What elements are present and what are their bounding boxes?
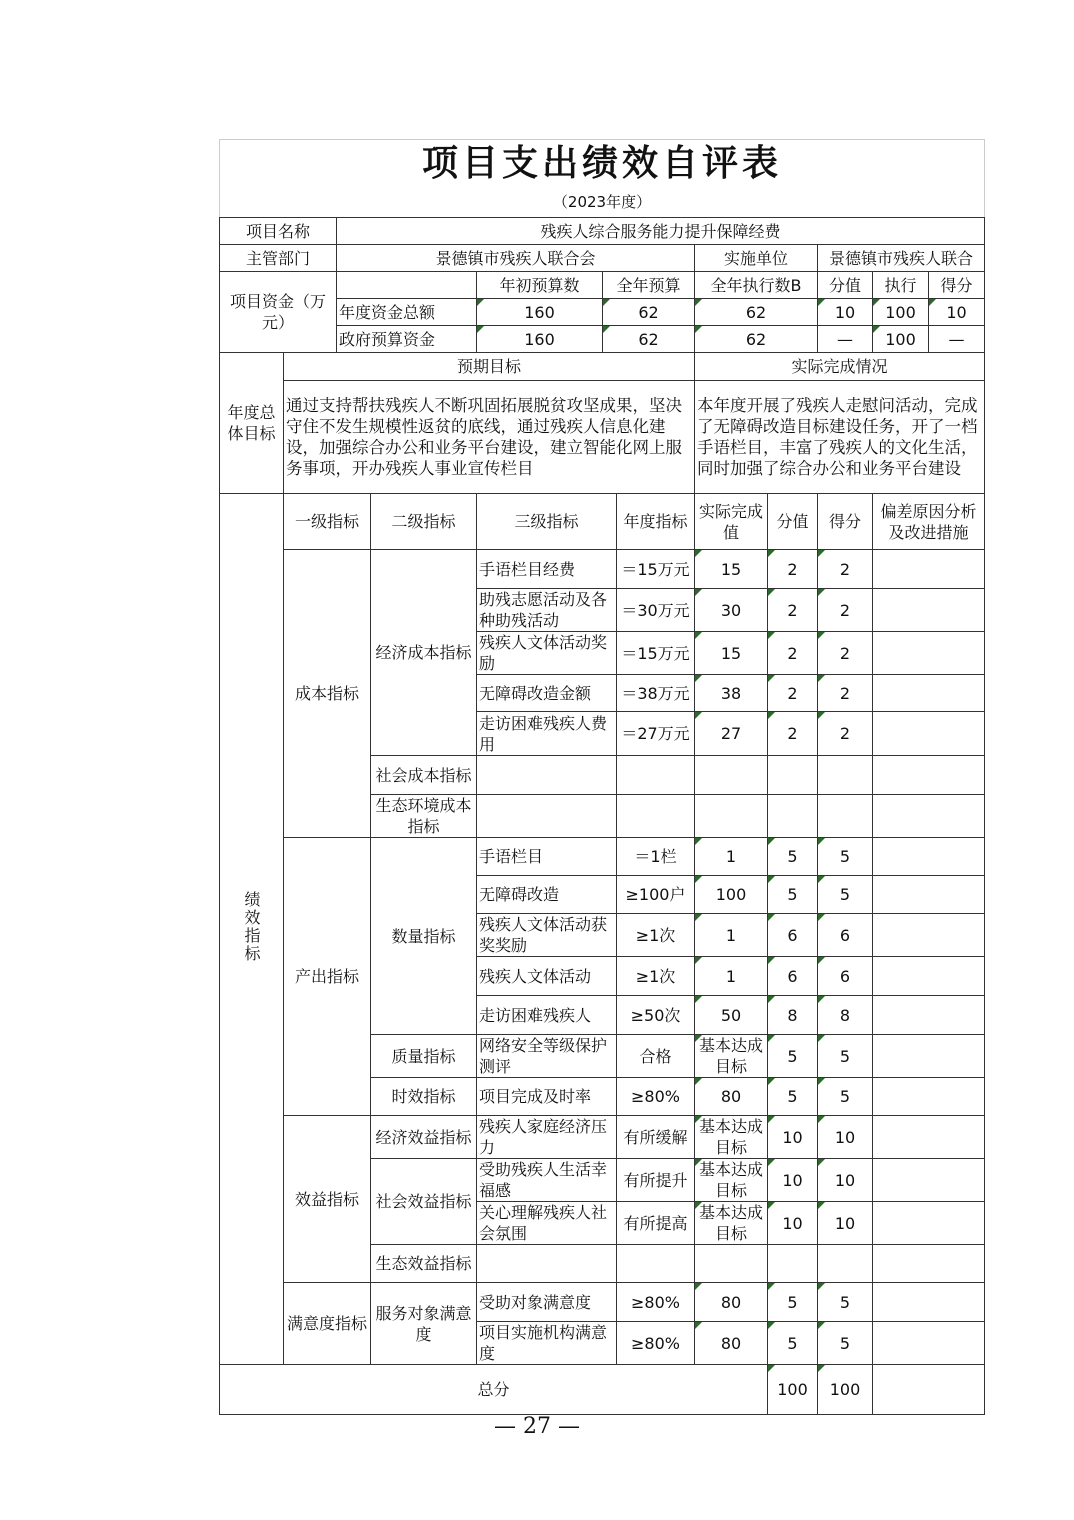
- actual-value: 30: [695, 589, 768, 632]
- impl-value: 景德镇市残疾人联合: [818, 245, 985, 272]
- funds-cell: 10: [929, 299, 985, 326]
- score: 5: [818, 1035, 873, 1078]
- score: 2: [818, 589, 873, 632]
- annual-target: ≥50次: [617, 996, 695, 1035]
- level3-indicator: [477, 795, 617, 838]
- annual-target: ≥1次: [617, 957, 695, 996]
- score: 6: [818, 914, 873, 957]
- score-value: [768, 795, 818, 838]
- expected-goal: 通过支持帮扶残疾人不断巩固拓展脱贫攻坚成果，坚决守住不发生规模性返贫的底线，通过残疾人信息化建设，加强综合办公和业务平台建设，建立智能化网上服务事项，开办残疾人事业宣传栏目: [284, 381, 695, 494]
- level3-indicator: 无障碍改造金额: [477, 675, 617, 712]
- column-header: 三级指标: [477, 494, 617, 550]
- level3-indicator: 残疾人文体活动获奖奖励: [477, 914, 617, 957]
- level3-indicator: 走访困难残疾人: [477, 996, 617, 1035]
- level1-indicator: 效益指标: [284, 1116, 371, 1283]
- score: 2: [818, 712, 873, 756]
- score: 5: [818, 1322, 873, 1365]
- funds-header: 执行: [873, 272, 929, 299]
- performance-label-text: 绩效指标: [242, 890, 261, 963]
- actual-value: 100: [695, 876, 768, 914]
- table-row: [220, 1283, 985, 1322]
- annual-target: ＝15万元: [617, 550, 695, 589]
- actual-value: 基本达成目标: [695, 1202, 768, 1245]
- deviation-analysis: [873, 914, 985, 957]
- deviation-analysis: [873, 1035, 985, 1078]
- funds-cell: 62: [603, 326, 695, 353]
- score-value: 5: [768, 1078, 818, 1116]
- score: 5: [818, 1283, 873, 1322]
- score: 5: [818, 838, 873, 876]
- deviation-analysis: [873, 712, 985, 756]
- actual-value: [695, 756, 768, 795]
- deviation-analysis: [873, 957, 985, 996]
- deviation-analysis: [873, 1322, 985, 1365]
- annual-target: 有所缓解: [617, 1116, 695, 1159]
- annual-target: 有所提高: [617, 1202, 695, 1245]
- actual-value: 27: [695, 712, 768, 756]
- year-subtitle: （2023年度）: [220, 188, 985, 218]
- funds-cell: 100: [873, 299, 929, 326]
- level3-indicator: 手语栏目经费: [477, 550, 617, 589]
- funds-cell: 160: [477, 326, 603, 353]
- score-value: 10: [768, 1116, 818, 1159]
- annual-target: [617, 756, 695, 795]
- header-table: [219, 139, 985, 353]
- deviation-analysis: [873, 1245, 985, 1283]
- funds-cell: 62: [603, 299, 695, 326]
- score-value: 10: [768, 1159, 818, 1202]
- actual-result: 本年度开展了残疾人走慰问活动，完成了无障碍改造目标建设任务，开了一档手语栏目，丰富了残疾人的文化生活，同时加强了综合办公和业务平台建设: [695, 381, 985, 494]
- funds-cell: 62: [695, 299, 818, 326]
- level1-indicator: 成本指标: [284, 550, 371, 838]
- level2-indicator: 质量指标: [371, 1035, 477, 1078]
- level1-indicator: 满意度指标: [284, 1283, 371, 1365]
- funds-blank: [337, 272, 477, 299]
- deviation-analysis: [873, 756, 985, 795]
- level3-indicator: 手语栏目: [477, 838, 617, 876]
- level3-indicator: 助残志愿活动及各种助残活动: [477, 589, 617, 632]
- column-header: 二级指标: [371, 494, 477, 550]
- column-header: 分值: [768, 494, 818, 550]
- deviation-analysis: [873, 550, 985, 589]
- total-value: 100: [768, 1365, 818, 1415]
- deviation-analysis: [873, 838, 985, 876]
- level3-indicator: 项目实施机构满意度: [477, 1322, 617, 1365]
- score: [818, 756, 873, 795]
- score: 2: [818, 675, 873, 712]
- table-row: [220, 550, 985, 589]
- score: 5: [818, 876, 873, 914]
- actual-value: 38: [695, 675, 768, 712]
- score-value: 2: [768, 712, 818, 756]
- deviation-analysis: [873, 1116, 985, 1159]
- score-value: 5: [768, 838, 818, 876]
- funds-header: 年初预算数: [477, 272, 603, 299]
- funds-cell: 160: [477, 299, 603, 326]
- annual-target: ≥100户: [617, 876, 695, 914]
- level2-indicator: 服务对象满意度: [371, 1283, 477, 1365]
- funds-header: 分值: [818, 272, 873, 299]
- deviation-analysis: [873, 675, 985, 712]
- score: 6: [818, 957, 873, 996]
- score: 5: [818, 1078, 873, 1116]
- level3-indicator: [477, 1245, 617, 1283]
- score-value: 2: [768, 675, 818, 712]
- expected-label: 预期目标: [284, 353, 695, 381]
- deviation-analysis: [873, 1159, 985, 1202]
- actual-value: 基本达成目标: [695, 1035, 768, 1078]
- score-value: 5: [768, 1035, 818, 1078]
- level2-indicator: 社会成本指标: [371, 756, 477, 795]
- column-header: 一级指标: [284, 494, 371, 550]
- score-value: [768, 756, 818, 795]
- total-score: 100: [818, 1365, 873, 1415]
- level3-indicator: 走访困难残疾人费用: [477, 712, 617, 756]
- page-title: 项目支出绩效自评表: [220, 140, 985, 188]
- deviation-analysis: [873, 1283, 985, 1322]
- funds-cell: 62: [695, 326, 818, 353]
- annual-target: ≥1次: [617, 914, 695, 957]
- total-label: 总分: [220, 1365, 768, 1415]
- score-value: 8: [768, 996, 818, 1035]
- score-value: 2: [768, 589, 818, 632]
- table-row: [220, 1116, 985, 1159]
- level2-indicator: 数量指标: [371, 838, 477, 1035]
- score-value: 6: [768, 914, 818, 957]
- indicators-table: [219, 493, 985, 1415]
- annual-target: ≥80%: [617, 1322, 695, 1365]
- score-value: 5: [768, 1322, 818, 1365]
- level3-indicator: 受助残疾人生活幸福感: [477, 1159, 617, 1202]
- deviation-analysis: [873, 876, 985, 914]
- level2-indicator: 经济效益指标: [371, 1116, 477, 1159]
- deviation-analysis: [873, 589, 985, 632]
- annual-target: ＝27万元: [617, 712, 695, 756]
- score-value: 6: [768, 957, 818, 996]
- dept-label: 主管部门: [220, 245, 337, 272]
- actual-value: 1: [695, 914, 768, 957]
- actual-value: 80: [695, 1322, 768, 1365]
- funds-header: 得分: [929, 272, 985, 299]
- level2-indicator: 经济成本指标: [371, 550, 477, 756]
- performance-label: [220, 494, 284, 1365]
- level1-indicator: 产出指标: [284, 838, 371, 1116]
- score: 8: [818, 996, 873, 1035]
- funds-cell: —: [929, 326, 985, 353]
- level2-indicator: 生态效益指标: [371, 1245, 477, 1283]
- total-blank: [873, 1365, 985, 1415]
- level3-indicator: 残疾人文体活动: [477, 957, 617, 996]
- annual-target: [617, 795, 695, 838]
- annual-target: ≥80%: [617, 1078, 695, 1116]
- actual-value: 基本达成目标: [695, 1116, 768, 1159]
- page-number: — 27 —: [494, 1414, 580, 1439]
- score: [818, 1245, 873, 1283]
- column-header: 得分: [818, 494, 873, 550]
- level2-indicator: 时效指标: [371, 1078, 477, 1116]
- score-value: 5: [768, 1283, 818, 1322]
- annual-target: ＝30万元: [617, 589, 695, 632]
- score: 10: [818, 1202, 873, 1245]
- level3-indicator: 无障碍改造: [477, 876, 617, 914]
- funds-label: 项目资金（万元）: [220, 272, 337, 353]
- actual-value: 15: [695, 550, 768, 589]
- deviation-analysis: [873, 795, 985, 838]
- score-value: 5: [768, 876, 818, 914]
- actual-value: 80: [695, 1078, 768, 1116]
- level2-indicator: 社会效益指标: [371, 1159, 477, 1245]
- deviation-analysis: [873, 996, 985, 1035]
- level3-indicator: 项目完成及时率: [477, 1078, 617, 1116]
- funds-cell: —: [818, 326, 873, 353]
- score: [818, 795, 873, 838]
- impl-label: 实施单位: [695, 245, 818, 272]
- funds-cell: 100: [873, 326, 929, 353]
- annual-target: ＝38万元: [617, 675, 695, 712]
- actual-value: [695, 795, 768, 838]
- actual-value: 50: [695, 996, 768, 1035]
- level3-indicator: 网络安全等级保护测评: [477, 1035, 617, 1078]
- column-header: 实际完成值: [695, 494, 768, 550]
- annual-target: ≥80%: [617, 1283, 695, 1322]
- column-header: 偏差原因分析及改进措施: [873, 494, 985, 550]
- annual-target: [617, 1245, 695, 1283]
- level3-indicator: 关心理解残疾人社会氛围: [477, 1202, 617, 1245]
- score-value: 2: [768, 632, 818, 675]
- annual-target: ＝1栏: [617, 838, 695, 876]
- actual-value: 基本达成目标: [695, 1159, 768, 1202]
- project-name: 残疾人综合服务能力提升保障经费: [337, 218, 985, 245]
- deviation-analysis: [873, 632, 985, 675]
- annual-target: ＝15万元: [617, 632, 695, 675]
- goals-table: [219, 352, 985, 494]
- deviation-analysis: [873, 1078, 985, 1116]
- actual-value: 1: [695, 957, 768, 996]
- actual-label: 实际完成情况: [695, 353, 985, 381]
- actual-value: [695, 1245, 768, 1283]
- goals-label: 年度总体目标: [220, 353, 284, 494]
- funds-row-label: 年度资金总额: [337, 299, 477, 326]
- level3-indicator: 受助对象满意度: [477, 1283, 617, 1322]
- actual-value: 15: [695, 632, 768, 675]
- score: 10: [818, 1159, 873, 1202]
- level3-indicator: 残疾人文体活动奖励: [477, 632, 617, 675]
- actual-value: 80: [695, 1283, 768, 1322]
- level3-indicator: 残疾人家庭经济压力: [477, 1116, 617, 1159]
- dept-value: 景德镇市残疾人联合会: [337, 245, 695, 272]
- column-header: 年度指标: [617, 494, 695, 550]
- score-value: 2: [768, 550, 818, 589]
- project-name-label: 项目名称: [220, 218, 337, 245]
- table-row: [220, 838, 985, 876]
- annual-target: 合格: [617, 1035, 695, 1078]
- score-value: 10: [768, 1202, 818, 1245]
- annual-target: 有所提升: [617, 1159, 695, 1202]
- funds-row-label: 政府预算资金: [337, 326, 477, 353]
- score: 2: [818, 632, 873, 675]
- deviation-analysis: [873, 1202, 985, 1245]
- funds-header: 全年预算: [603, 272, 695, 299]
- score: 10: [818, 1116, 873, 1159]
- funds-cell: 10: [818, 299, 873, 326]
- level3-indicator: [477, 756, 617, 795]
- actual-value: 1: [695, 838, 768, 876]
- score: 2: [818, 550, 873, 589]
- level2-indicator: 生态环境成本指标: [371, 795, 477, 838]
- funds-header: 全年执行数B: [695, 272, 818, 299]
- score-value: [768, 1245, 818, 1283]
